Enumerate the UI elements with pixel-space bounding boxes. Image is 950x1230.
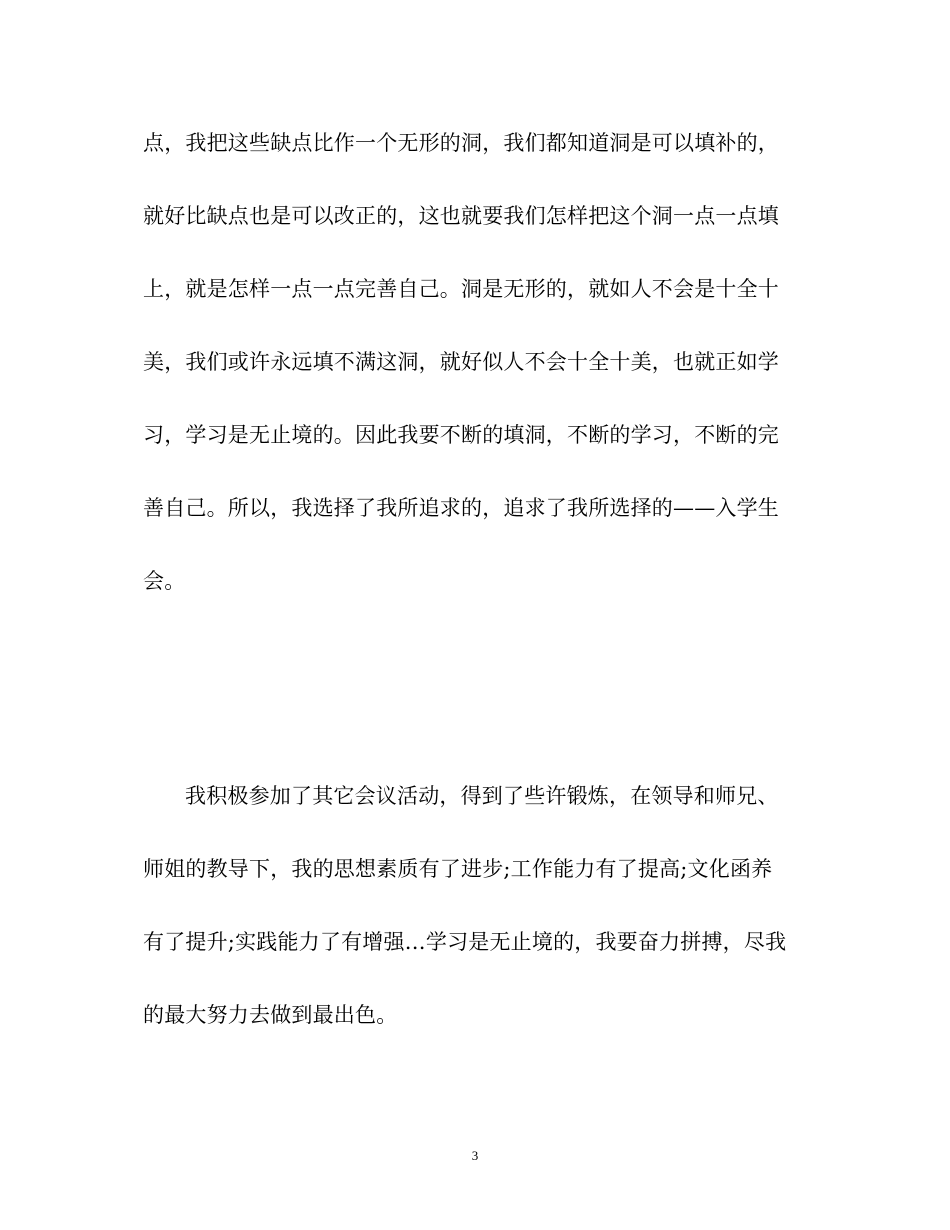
paragraph-1-line: 上，就是怎样一点一点完善自己。洞是无形的，就如人不会是十全十 [143, 277, 779, 301]
paragraph-1-line: 点，我把这些缺点比作一个无形的洞，我们都知道洞是可以填补的， [143, 131, 779, 155]
paragraph-1-line: 善自己。所以，我选择了我所追求的，追求了我所选择的——入学生 [143, 496, 779, 520]
paragraph-1-line: 会。 [143, 569, 186, 593]
paragraph-1-line: 就好比缺点也是可以改正的，这也就要我们怎样把这个洞一点一点填 [143, 204, 779, 228]
paragraph-1-line: 习，学习是无止境的。因此我要不断的填洞，不断的学习，不断的完 [143, 423, 779, 447]
paragraph-2-line: 的最大努力去做到最出色。 [143, 1003, 398, 1027]
paragraph-2-line: 我积极参加了其它会议活动，得到了些许锻炼，在领导和师兄、 [185, 784, 779, 808]
paragraph-2 [143, 760, 823, 1052]
paragraph-1 [143, 107, 823, 618]
paragraph-2-line: 师姐的教导下，我的思想素质有了进步;工作能力有了提高;文化函养 [143, 857, 773, 881]
paragraph-2-line: 有了提升;实践能力了有增强…学习是无止境的，我要奋力拼搏，尽我 [143, 930, 787, 954]
page-number: 3 [471, 1148, 479, 1163]
paragraph-1-line: 美，我们或许永远填不满这洞，就好似人不会十全十美，也就正如学 [143, 350, 779, 374]
